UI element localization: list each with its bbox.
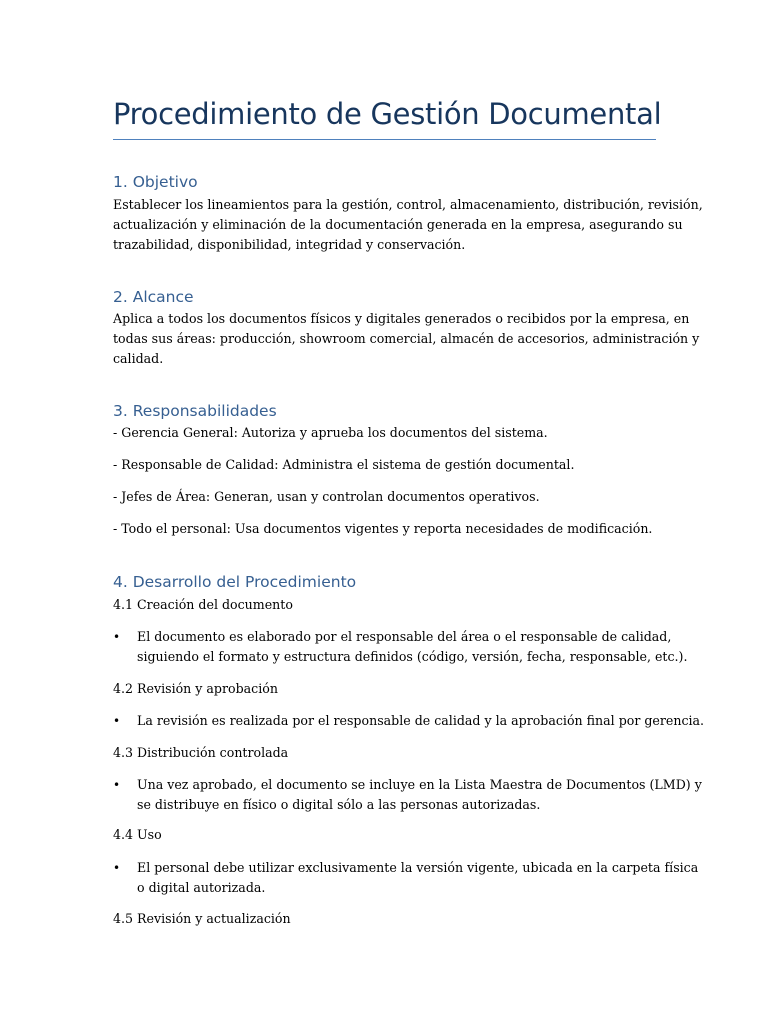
- step-label: 4.3 Distribución controlada: [113, 745, 289, 760]
- bullet-line: Una vez aprobado, el documento se incluye en la Lista Maestra de Documentos (LMD) y: [137, 777, 702, 792]
- bullet-text: [137, 711, 705, 731]
- step-label: 4.4 Uso: [113, 827, 162, 842]
- bullet-icon: •: [113, 778, 121, 792]
- step-label: 4.1 Creación del documento: [113, 597, 293, 612]
- objetivo-paragraph: [113, 195, 703, 255]
- bullet-line: o digital autorizada.: [137, 880, 266, 895]
- bullet-line: El personal debe utilizar exclusivamente la versión vigente, ubicada en la carpeta física: [137, 860, 699, 875]
- bullet-text: [137, 627, 688, 667]
- responsabilidad-item: - Gerencia General: Autoriza y aprueba los documentos del sistema.: [113, 425, 548, 440]
- step-label: 4.2 Revisión y aprobación: [113, 681, 278, 696]
- responsabilidad-item: - Todo el personal: Usa documentos vigentes y reporta necesidades de modificación.: [113, 521, 653, 536]
- bullet-line: El documento es elaborado por el responsable del área o el responsable de calidad,: [137, 629, 672, 644]
- bullet-text: [137, 775, 702, 815]
- bullet-text: [137, 858, 699, 898]
- responsabilidad-item: - Jefes de Área: Generan, usan y controlan documentos operativos.: [113, 489, 540, 504]
- alcance-line: Aplica a todos los documentos físicos y digitales generados o recibidos por la empresa, en: [113, 311, 690, 326]
- alcance-line: todas sus áreas: producción, showroom comercial, almacén de accesorios, administración y: [113, 331, 700, 346]
- objetivo-line: trazabilidad, disponibilidad, integridad y conservación.: [113, 237, 466, 252]
- bullet-line: siguiendo el formato y estructura definidos (código, versión, fecha, responsable, etc.).: [137, 649, 688, 664]
- bullet-icon: •: [113, 630, 121, 644]
- objetivo-line: actualización y eliminación de la documentación generada en la empresa, asegurando su: [113, 217, 683, 232]
- bullet-line: se distribuye en físico o digital sólo a las personas autorizadas.: [137, 797, 541, 812]
- heading-desarrollo: 4. Desarrollo del Procedimiento: [113, 573, 357, 591]
- title-underline: [113, 139, 656, 140]
- heading-objetivo: 1. Objetivo: [113, 173, 198, 191]
- responsabilidad-item: - Responsable de Calidad: Administra el sistema de gestión documental.: [113, 457, 575, 472]
- bullet-line: La revisión es realizada por el responsable de calidad y la aprobación final por gerencia.: [137, 713, 705, 728]
- document-title: Procedimiento de Gestión Documental: [113, 97, 662, 131]
- bullet-icon: •: [113, 714, 121, 728]
- alcance-line: calidad.: [113, 351, 164, 366]
- alcance-paragraph: [113, 309, 700, 369]
- step-label: 4.5 Revisión y actualización: [113, 911, 291, 926]
- heading-responsabilidades: 3. Responsabilidades: [113, 402, 277, 420]
- objetivo-line: Establecer los lineamientos para la gestión, control, almacenamiento, distribución, revisión,: [113, 197, 703, 212]
- bullet-icon: •: [113, 861, 121, 875]
- heading-alcance: 2. Alcance: [113, 288, 194, 306]
